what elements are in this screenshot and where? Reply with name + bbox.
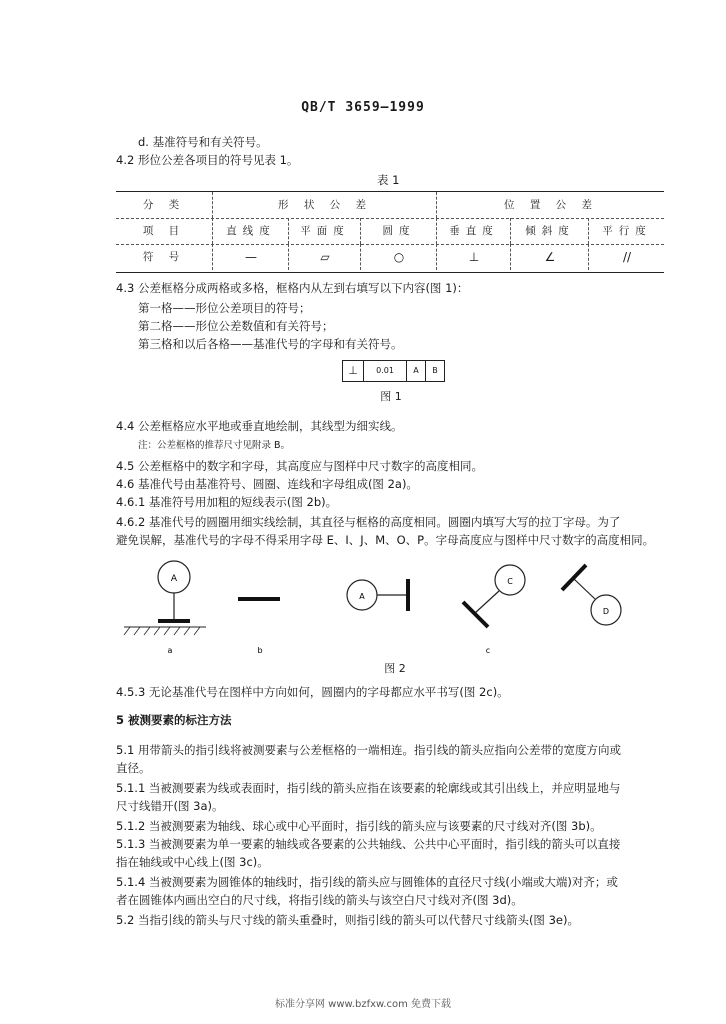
section-5-1-line-1: 5.1 用带箭头的指引线将被测要素与公差框格的一端相连。指引线的箭头应指向公差带的宽度方向或 xyxy=(116,743,621,757)
figure-2c-label: c xyxy=(485,646,491,655)
section-4-3: 4.3 公差框格分成两格或多格，框格内从左到右填写以下内容(图 1)： xyxy=(116,281,469,295)
table-row xyxy=(116,244,664,270)
datum-letter: A xyxy=(170,574,178,584)
datum-letter: C xyxy=(507,577,513,586)
table-cell: 符 号 xyxy=(142,251,186,263)
datum-letter: D xyxy=(602,607,610,616)
section-5-1-line-2: 直径。 xyxy=(116,761,151,775)
table-cell: 平行度 xyxy=(588,218,665,244)
table-cell: 直线度 xyxy=(212,218,289,244)
section-5-1-4-line-2: 者在圆锥体内画出空白的尺寸线，将指引线的箭头与该空白尺寸线对齐(图 3d)。 xyxy=(116,893,523,907)
table-cell: 垂直度 xyxy=(436,218,511,244)
section-5-1-1-line-1: 5.1.1 当被测要素为线或表面时，指引线的箭头应指在该要素的轮廓线或其引出线上，并应明显地与 xyxy=(116,781,621,795)
section-4-6-2-line-1: 4.6.2 基准代号的圆圈用细实线绘制，其直径与框格的高度相同。圆圈内填写大写的拉丁字母。为了 xyxy=(116,515,621,529)
flatness-symbol: ▱ xyxy=(288,244,361,270)
table1-caption: 表 1 xyxy=(377,173,400,187)
watermark-footer: 标准分享网 www.bzfxw.com 免费下载 xyxy=(275,999,451,1010)
datum-symbol-bar xyxy=(463,602,488,627)
table-cell: 倾斜度 xyxy=(510,218,589,244)
section-4-5: 4.5 公差框格中的数字和字母，其高度应与图样中尺寸数字的高度相同。 xyxy=(116,459,483,473)
connector-line xyxy=(475,591,499,613)
straightness-symbol: — xyxy=(212,244,289,270)
section-5-1-2: 5.1.2 当被测要素为轴线、球心或中心平面时，指引线的箭头应与该要素的尺寸线对齐(图 3b)。 xyxy=(116,819,602,833)
section-4-6: 4.6 基准代号由基准符号、圆圈、连线和字母组成(图 2a)。 xyxy=(116,477,418,491)
figure-2b-datum-symbol xyxy=(238,599,280,655)
surface-hatching xyxy=(124,627,200,635)
section-5-1-3-line-1: 5.1.3 当被测要素为单一要素的轴线或各要素的公共轴线、公共中心平面时，指引线的箭头可以直接 xyxy=(116,837,621,851)
table-1 xyxy=(116,191,664,273)
section-5-2: 5.2 当指引线的箭头与尺寸线的箭头重叠时，则指引线的箭头可以代替尺寸线箭头(图 3e)。 xyxy=(116,913,579,927)
section-5-1-3-line-2: 指在轴线或中心线上(图 3c)。 xyxy=(116,855,269,869)
table-cell: 圆度 xyxy=(360,218,437,244)
table-cell: 分 类 xyxy=(142,199,186,211)
table-cell: 位 置 公 差 xyxy=(436,192,665,218)
figure-2-caption: 图 2 xyxy=(384,662,406,675)
figure-2 xyxy=(110,555,670,660)
frame-cell-symbol: ⊥ xyxy=(348,364,358,377)
note: 注：公差框格的推荐尺寸见附录 B。 xyxy=(138,440,291,451)
table-cell: 平面度 xyxy=(288,218,361,244)
section-5-heading: 5 被测要素的标注方法 xyxy=(116,713,232,727)
section-4-3-third-cell: 第三格和以后各格——基准代号的字母和有关符号。 xyxy=(138,337,403,351)
frame-cell-value: 0.01 xyxy=(363,361,406,381)
datum-letter: A xyxy=(359,592,365,601)
figure-2a-label: a xyxy=(167,646,173,655)
section-4-3-second-cell: 第二格——形位公差数值和有关符号； xyxy=(138,319,334,333)
section-5-1-4-line-1: 5.1.4 当被测要素为圆锥体的轴线时，指引线的箭头应与圆锥体的直径尺寸线(小端或大端)对齐；或 xyxy=(116,875,618,889)
parallelism-symbol: // xyxy=(588,244,665,270)
standard-code-header: QB/T 3659—1999 xyxy=(301,100,425,115)
section-4-6-1: 4.6.1 基准符号用加粗的短线表示(图 2b)。 xyxy=(116,495,338,509)
perpendicularity-symbol: ⊥ xyxy=(436,244,511,270)
figure-1-caption: 图 1 xyxy=(380,390,402,403)
table-cell: 项 目 xyxy=(142,225,186,237)
section-4-3-first-cell: 第一格——形位公差项目的符号； xyxy=(138,301,311,315)
tolerance-frame xyxy=(342,360,445,382)
section-4-4: 4.4 公差框格应水平地或垂直地绘制，其线型为细实线。 xyxy=(116,419,403,433)
section-4-6-2-line-2: 避免误解，基准代号的字母不得采用字母 E、I、J、M、O、P。字母高度应与图样中尺寸数字的高度相同。 xyxy=(116,533,655,547)
section-5-1-1-line-2: 尺寸线错开(图 3a)。 xyxy=(116,799,224,813)
figure-2b-label: b xyxy=(257,646,263,655)
roundness-symbol: ○ xyxy=(360,244,437,270)
table-row xyxy=(116,192,664,219)
item-d: d. 基准符号和有关符号。 xyxy=(138,135,268,149)
frame-cell-datum-a: A xyxy=(406,361,425,381)
section-4-2: 4.2 形位公差各项目的符号见表 1。 xyxy=(116,153,299,167)
figure-2c-orientations xyxy=(347,565,621,655)
table-row xyxy=(116,218,664,245)
connector-line xyxy=(574,579,595,599)
figure-2a-datum-code xyxy=(124,561,206,655)
table-cell: 形 状 公 差 xyxy=(212,192,437,218)
section-4-5-3: 4.5.3 无论基准代号在图样中方向如何，圆圈内的字母都应水平书写(图 2c)。 xyxy=(116,685,509,699)
angularity-symbol: ∠ xyxy=(510,244,589,270)
frame-cell-datum-b: B xyxy=(425,361,444,381)
